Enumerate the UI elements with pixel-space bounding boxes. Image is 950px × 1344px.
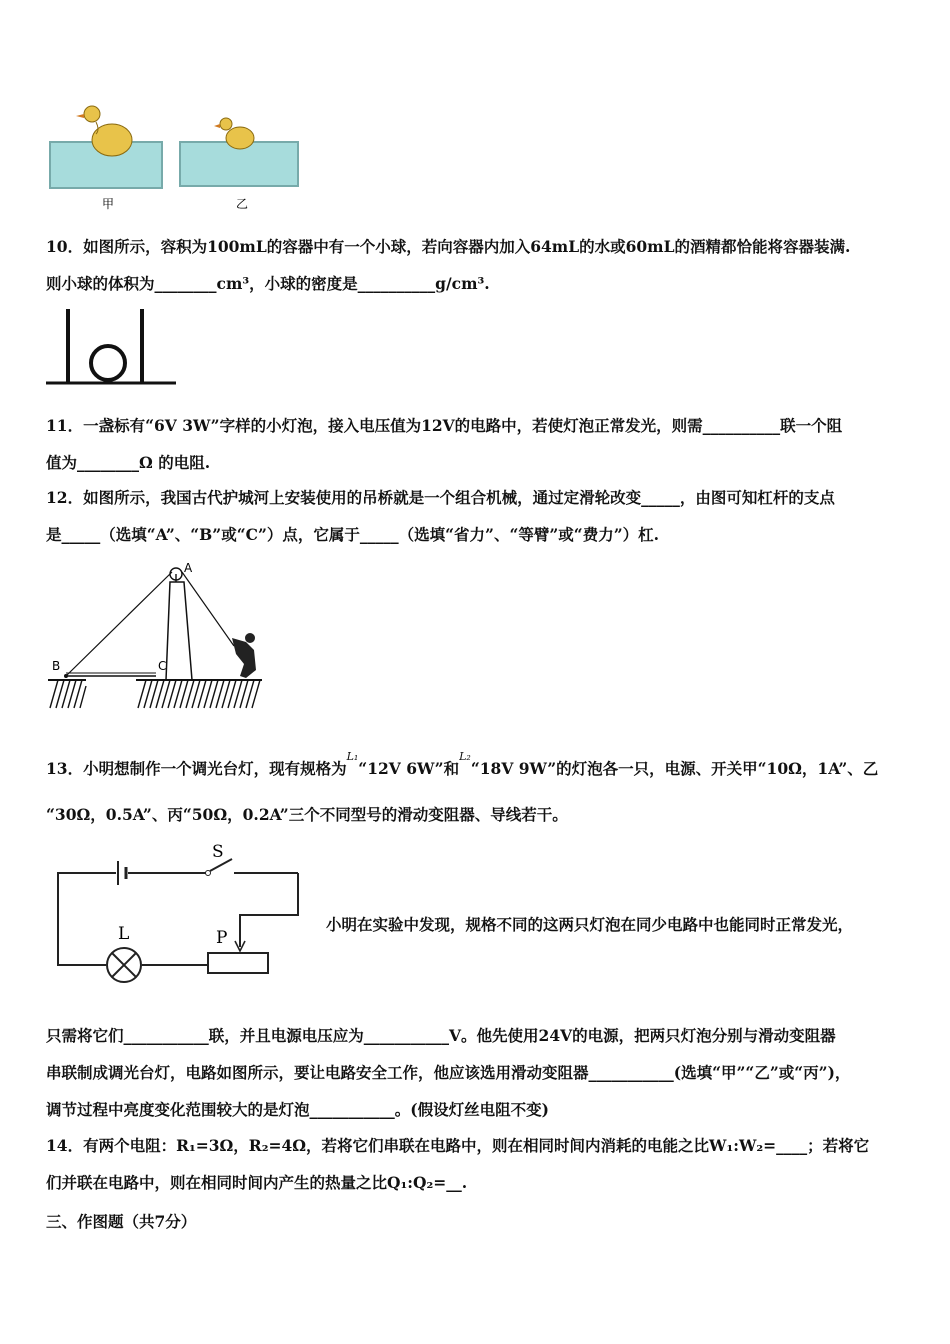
bridge-label-a: A [184,561,193,575]
circuit-label-s: S [212,842,224,862]
duck-label-left: 甲 [102,197,115,211]
q11-line1: 11．一盏标有“6V 3W”字样的小灯泡，接入电压值为12V的电路中，若使灯泡正常发光，则需__________联一个阻 [46,416,843,435]
q13-l1-symbol: L₁ [346,750,359,763]
q13-line1-c: “18V 9W”的灯泡各一只，电源、开关甲“10Ω，1A”、乙 [470,759,879,779]
ducks-figure [46,100,306,215]
section-3-heading: 三、作图题（共7分） [46,1212,197,1231]
q13-line5: 调节过程中亮度变化范围较大的是灯泡___________。(假设灯丝电阻不变) [46,1100,549,1119]
container-ball-figure [46,305,178,387]
q13-side-text: 小明在实验中发现，规格不同的这两只灯泡在同少电路中也能同时正常发光， [326,915,854,934]
q12-line1: 12．如图所示，我国古代护城河上安装使用的吊桥就是一个组合机械，通过定滑轮改变_____，由图可知杠杆的支点 [46,488,835,507]
circuit-label-l: L [118,924,130,944]
drawbridge-figure [46,558,268,716]
q13-l2-symbol: L₂ [459,750,471,763]
q14-line1: 14．有两个电阻：R₁=3Ω，R₂=4Ω，若将它们串联在电路中，则在相同时间内消耗的电能之比W₁:W₂=____；若将它 [46,1136,870,1155]
circuit-figure [46,835,308,987]
q12-line2: 是_____（选填“A”、“B”或“C”）点，它属于_____（选填“省力”、“等臂”或“费力”）杠. [46,525,660,544]
q14-line2: 们并联在电路中，则在相同时间内产生的热量之比Q₁:Q₂=__. [46,1173,468,1192]
bridge-label-c: C [158,659,167,673]
q10-line2: 则小球的体积为________cm³，小球的密度是__________g/cm³. [46,274,490,293]
bridge-label-b: B [52,659,61,673]
q13-line1-b: “12V 6W”和 [358,759,460,779]
circuit-label-p: P [216,928,228,948]
q13-line2: “30Ω，0.5A”、丙“50Ω，0.2A”三个不同型号的滑动变阻器、导线若干。 [46,805,568,824]
q13-line1 [46,750,879,780]
q11-line2: 值为________Ω 的电阻. [46,453,211,472]
duck-label-right: 乙 [236,197,249,211]
q13-line3: 只需将它们___________联，并且电源电压应为___________V。他先使用24V的电源，把两只灯泡分别与滑动变阻器 [46,1026,836,1045]
q13-line4: 串联制成调光台灯，电路如图所示，要让电路安全工作，他应该选用滑动变阻器___________(选填“甲”“乙”或“丙”)， [46,1063,851,1082]
q10-line1: 10．如图所示，容积为100mL的容器中有一个小球，若向容器内加入64mL的水或60mL的酒精都恰能将容器装满. [46,237,851,256]
q13-line1-a: 13．小明想制作一个调光台灯，现有规格为 [46,759,347,779]
